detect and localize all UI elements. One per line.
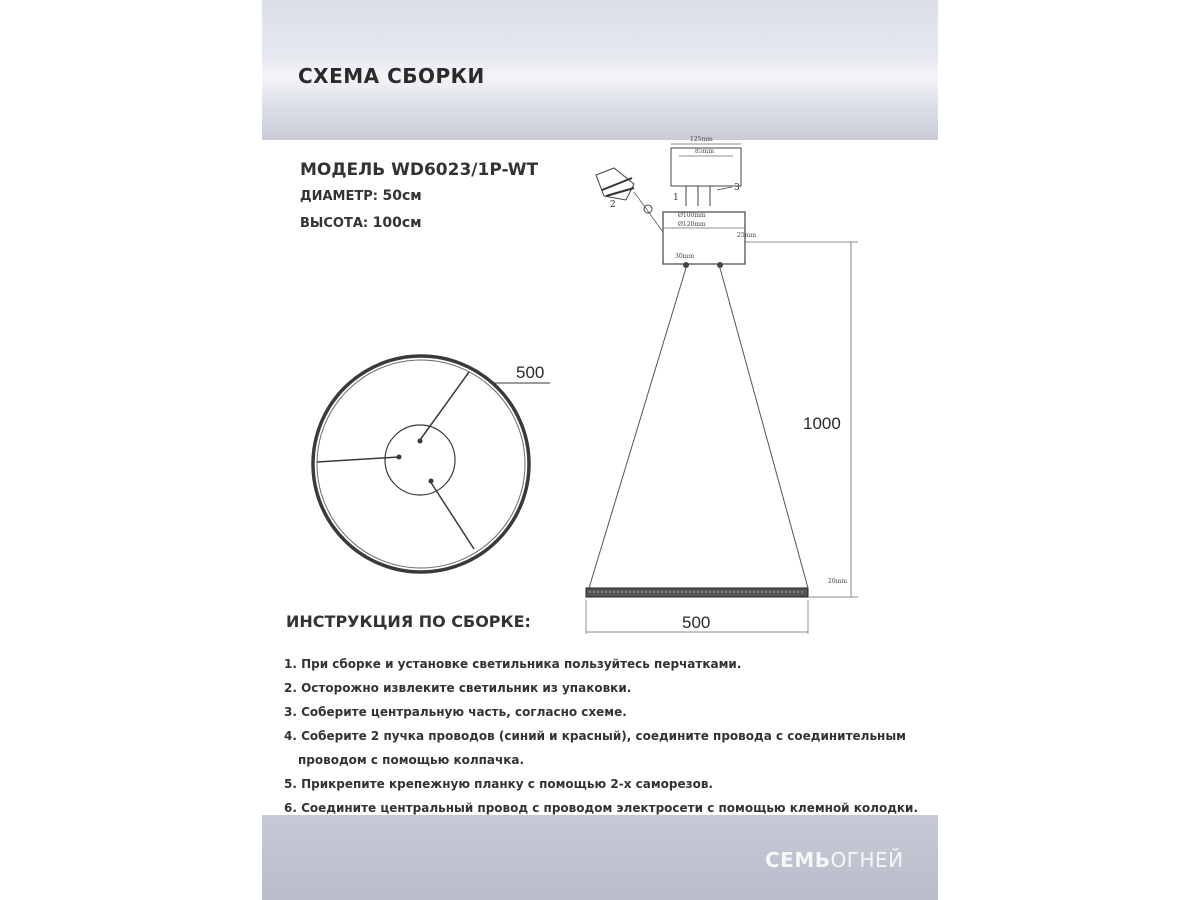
callout-1: 1 [673, 193, 679, 203]
diameter-label: ДИАМЕТР: [300, 189, 378, 204]
instruction-step: 6. Соедините центральный провод с проводом электросети с помощью клемной колодки. [284, 801, 918, 815]
instruction-sheet [262, 0, 938, 900]
canopy-view [596, 136, 756, 268]
hub-circle [385, 425, 455, 495]
cable-grip [683, 262, 689, 268]
spoke-bottom [430, 481, 474, 549]
callout-leader [717, 187, 732, 190]
spoke-left [317, 457, 399, 462]
diameter-value: 50см [382, 188, 422, 204]
instruction-step: 2. Осторожно извлеките светильник из упаковки. [284, 681, 632, 695]
instruction-step: 3. Соберите центральную часть, согласно схеме. [284, 705, 627, 719]
height-dim-label: 1000 [803, 414, 841, 433]
instruction-step: 5. Прикрепите крепежную планку с помощью 2-х саморезов. [284, 777, 713, 791]
callout-3: 3 [734, 183, 740, 193]
ring-top-view [313, 356, 550, 572]
assembly-drawing [262, 0, 938, 640]
canopy-dim-label: 25mm [737, 232, 757, 239]
wire-lead [634, 192, 663, 232]
instructions-title: ИНСТРУКЦИЯ ПО СБОРКЕ: [286, 612, 531, 631]
hub-point [397, 455, 402, 460]
brand-rest: ОГНЕЙ [830, 848, 904, 872]
height-value: 100см [372, 215, 422, 231]
page-title: СХЕМА СБОРКИ [298, 64, 485, 88]
circle-dim-label: 500 [516, 363, 545, 382]
brand-bold: СЕМЬ [765, 848, 831, 872]
instructions-list [284, 652, 918, 820]
model-label: МОДЕЛЬ WD6023/1P-WT [300, 160, 539, 180]
canopy-dim-label: 30mm [675, 253, 695, 260]
hub-point [429, 479, 434, 484]
height-label: ВЫСОТА: [300, 216, 369, 231]
canopy-dim-label: 125mm [690, 136, 713, 143]
wire-bundle [602, 178, 632, 190]
instruction-step-continuation: проводом с помощью колпачка. [298, 753, 525, 767]
suspension-cable-left [589, 268, 686, 588]
ring-width-dim-label: 500 [682, 613, 711, 632]
instruction-step: 1. При сборке и установке светильника пользуйтесь перчатками. [284, 657, 742, 671]
ring-inner-edge [317, 360, 525, 568]
callout-2: 2 [610, 200, 616, 210]
ring-side-dim: 20mm [828, 578, 848, 585]
cable-grip [717, 262, 723, 268]
hub-point [418, 439, 423, 444]
suspension-cable-right [720, 268, 808, 588]
canopy-dim-label: Ø120mm [678, 221, 706, 228]
instruction-step: 4. Соберите 2 пучка проводов (синий и красный), соедините провода с соединительным [284, 729, 906, 743]
brand-logo [765, 848, 904, 872]
canopy-dim-label: Ø100mm [678, 212, 706, 219]
canopy-dim-label: 85mm [695, 148, 715, 155]
spoke-top [420, 372, 469, 440]
ring-outline [313, 356, 529, 572]
